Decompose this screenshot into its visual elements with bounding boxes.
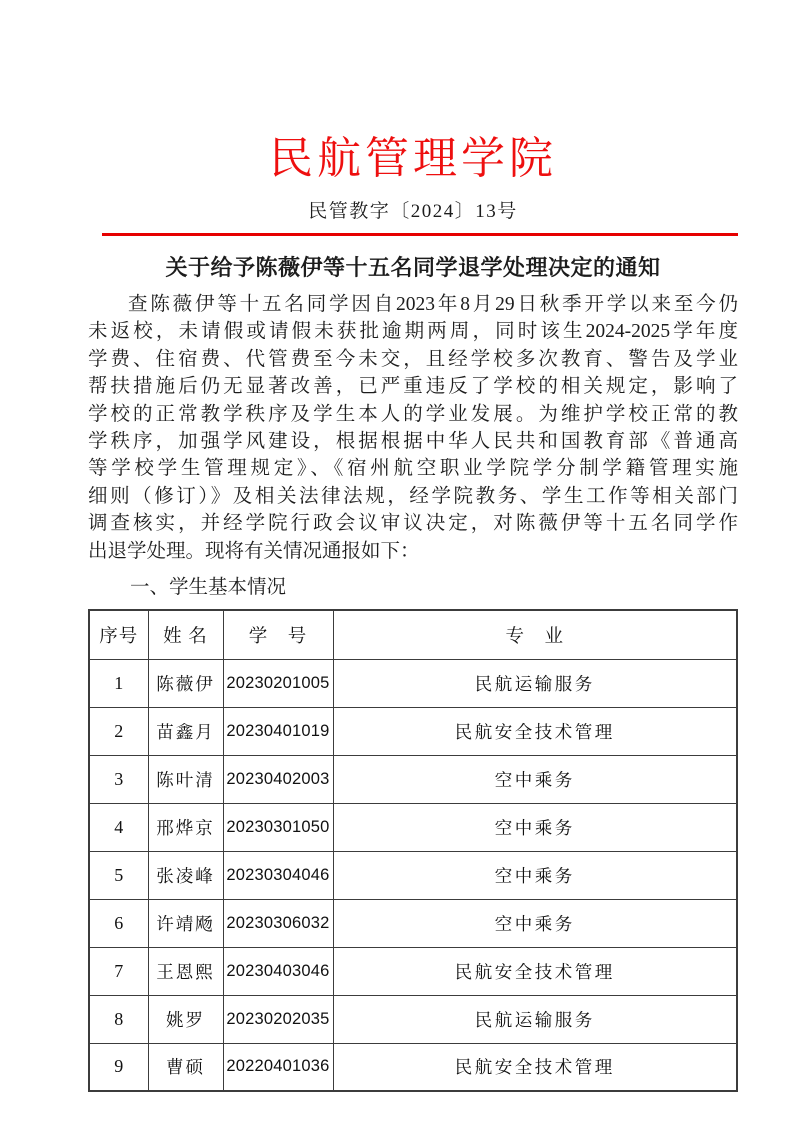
cell-name: 许靖飏 — [148, 899, 223, 947]
cell-no: 9 — [89, 1043, 148, 1091]
document-page — [88, 0, 738, 1092]
cell-student-id: 20220401036 — [223, 1043, 333, 1091]
notice-title: 关于给予陈薇伊等十五名同学退学处理决定的通知 — [165, 255, 661, 280]
cell-major: 民航运输服务 — [333, 659, 737, 707]
student-table — [88, 609, 738, 1092]
cell-major: 空中乘务 — [333, 899, 737, 947]
cell-name: 邢烨京 — [148, 803, 223, 851]
cell-major: 空中乘务 — [333, 851, 737, 899]
table-row — [89, 947, 737, 995]
cell-student-id: 20230401019 — [223, 707, 333, 755]
body-line: 等学校学生管理规定》、《宿州航空职业学院学分制学籍管理实施 — [88, 458, 738, 480]
col-header-name: 姓 名 — [148, 610, 223, 659]
red-divider-line — [102, 233, 738, 236]
cell-no: 2 — [89, 707, 148, 755]
cell-student-id: 20230402003 — [223, 755, 333, 803]
cell-no: 8 — [89, 995, 148, 1043]
cell-name: 曹硕 — [148, 1043, 223, 1091]
cell-name: 苗鑫月 — [148, 707, 223, 755]
table-row — [89, 659, 737, 707]
cell-name: 张凌峰 — [148, 851, 223, 899]
cell-major: 民航运输服务 — [333, 995, 737, 1043]
cell-no: 5 — [89, 851, 148, 899]
org-title: 民航管理学院 — [269, 134, 557, 183]
cell-major: 空中乘务 — [333, 755, 737, 803]
table-header-row — [89, 610, 737, 659]
body-line: 学校的正常教学秩序及学生本人的学业发展。为维护学校正常的教 — [88, 403, 738, 425]
cell-student-id: 20230201005 — [223, 659, 333, 707]
cell-name: 姚罗 — [148, 995, 223, 1043]
cell-major: 民航安全技术管理 — [333, 707, 737, 755]
cell-student-id: 20230301050 — [223, 803, 333, 851]
cell-name: 王恩熙 — [148, 947, 223, 995]
cell-name: 陈薇伊 — [148, 659, 223, 707]
body-line: 出退学处理。现将有关情况通报如下： — [88, 540, 420, 562]
body-paragraph — [88, 291, 738, 565]
cell-student-id: 20230202035 — [223, 995, 333, 1043]
section-heading: 一、学生基本情况 — [130, 577, 287, 599]
body-line: 查陈薇伊等十五名同学因自2023年8月29日秋季开学以来至今仍 — [128, 294, 738, 315]
cell-no: 4 — [89, 803, 148, 851]
body-line: 细则（修订）》及相关法律法规，经学院教务、学生工作等相关部门 — [88, 485, 738, 507]
table-row — [89, 1043, 737, 1091]
col-header-major: 专 业 — [333, 610, 737, 659]
table-row — [89, 803, 737, 851]
cell-no: 6 — [89, 899, 148, 947]
col-header-student-id: 学 号 — [223, 610, 333, 659]
cell-student-id: 20230403046 — [223, 947, 333, 995]
cell-no: 1 — [89, 659, 148, 707]
body-line: 调查核实，并经学院行政会议审议决定，对陈薇伊等十五名同学作 — [88, 513, 738, 535]
table-row — [89, 899, 737, 947]
table-row — [89, 995, 737, 1043]
cell-name: 陈叶清 — [148, 755, 223, 803]
col-header-no: 序号 — [89, 610, 148, 659]
body-line: 学秩序，加强学风建设，根据根据中华人民共和国教育部《普通高 — [88, 431, 738, 453]
cell-major: 空中乘务 — [333, 803, 737, 851]
cell-no: 7 — [89, 947, 148, 995]
table-row — [89, 851, 737, 899]
doc-number: 民管教字〔2024〕13号 — [308, 201, 518, 222]
cell-no: 3 — [89, 755, 148, 803]
body-line: 未返校，未请假或请假未获批逾期两周，同时该生2024-2025学年度 — [88, 321, 738, 343]
body-line: 帮扶措施后仍无显著改善，已严重违反了学校的相关规定，影响了 — [88, 376, 738, 398]
table-row — [89, 707, 737, 755]
cell-student-id: 20230306032 — [223, 899, 333, 947]
cell-student-id: 20230304046 — [223, 851, 333, 899]
cell-major: 民航安全技术管理 — [333, 1043, 737, 1091]
body-line: 学费、住宿费、代管费至今未交，且经学校多次教育、警告及学业 — [88, 348, 738, 370]
cell-major: 民航安全技术管理 — [333, 947, 737, 995]
table-row — [89, 755, 737, 803]
